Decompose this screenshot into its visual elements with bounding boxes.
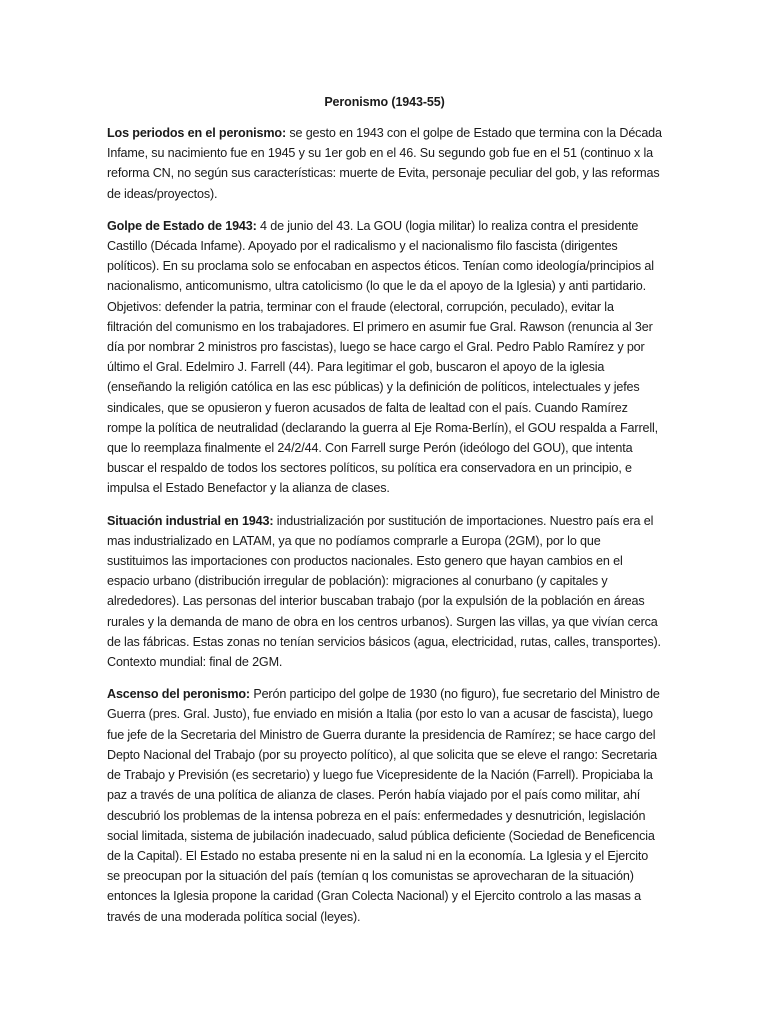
section-heading: Los periodos en el peronismo:	[107, 126, 286, 140]
document-title: Peronismo (1943-55)	[324, 95, 445, 109]
section-heading: Situación industrial en 1943:	[107, 513, 274, 528]
section-body: se gesto en 1943 con el golpe de Estado que termina con la Década Infame, su nacimiento fue en 1945 y su 1er gob en el 46. Su segundo gob fue en el 51 (continuo x la reforma CN, no según sus características: muerte de Evita, personaje peculiar del gob, y las reformas de ideas/proyectos).	[107, 126, 662, 201]
section-body: 4 de junio del 43. La GOU (logia militar) lo realiza contra el presidente Castillo (Década Infame). Apoyado por el radicalismo y el nacionalismo filo fascista (dirigentes políticos). En su proclama solo se enfocaban en aspectos éticos. Tenían como ideología/principios al nacionalismo, anticomunismo, ultra catolicismo (lo que le da el apoyo de la Iglesia) y anti partidario. Objetivos: defender la patria, terminar con el fraude (electoral, corrupción, peculado), evitar la filtración del comunismo en los trabajadores. El primero en asumir fue Gral. Rawson (renuncia al 3er día por nombrar 2 ministros pro fascistas), luego se hace cargo el Gral. Pedro Pablo Ramírez y por último el Gral. Edelmiro J. Farrell (44). Para legitimar el gob, buscaron el apoyo de la iglesia (enseñando la religión católica en las esc públicas) y la definición de políticos, intelectuales y jefes sindicales, que se opusieron y fueron acusados de falta de lealtad con el país. Cuando Ramírez rompe la política de neutralidad (declarando la guerra al Eje Roma-Berlín), el GOU respalda a Farrell, que lo reemplaza finalmente el 24/2/44. Con Farrell surge Perón (ideólogo del GOU), que intenta buscar el respaldo de todos los sectores políticos, su política era conservadora en un principio, e impulsa el Estado Benefactor y la alianza de clases.	[107, 218, 658, 496]
section-situacion-industrial	[107, 511, 662, 673]
section-golpe-1943	[107, 216, 662, 499]
section-body: Perón participo del golpe de 1930 (no figuro), fue secretario del Ministro de Guerra (pres. Gral. Justo), fue enviado en misión a Italia (por esto lo van a acusar de fascista), luego fue jefe de la Secretaria del Ministro de Guerra durante la presidencia de Ramírez; se hace cargo del Depto Nacional del Trabajo (por su proyecto político), al que solicita que se eleve el rango: Secretaria de Trabajo y Previsión (es secretario) y luego fue Vicepresidente de la Nación (Farrell). Propiciaba la paz a través de una política de alianza de clases. Perón había viajado por el país como militar, ahí descubrió los problemas de la intensa pobreza en el país: enfermedades y desnutrición, legislación social limitada, sistema de jubilación inadecuado, salud pública deficiente (Sociedad de Beneficencia de la Capital). El Estado no estaba presente ni en la salud ni en la economía. La Iglesia y el Ejercito se preocupan por la situación del país (temían q los comunistas se aprovecharan de la situación) entonces la Iglesia propone la caridad (Gran Colecta Nacional) y el Ejercito controlo a las masas a través de una moderada política social (leyes).	[107, 687, 660, 924]
section-body: industrialización por sustitución de importaciones. Nuestro país era el mas industrializado en LATAM, ya que no podíamos comprarle a Europa (2GM), por lo que sustituimos las importaciones con productos nacionales. Esto genero que hayan cambios en el espacio urbano (distribución irregular de población): migraciones al conurbano (y capitales y alrededores). Las personas del interior buscaban trabajo (por la expulsión de la población en áreas rurales y la demanda de mano de obra en los centros urbanos). Surgen las villas, ya que vivían cerca de las fábricas. Estas zonas no tenían servicios básicos (agua, electricidad, rutas, calles, transportes). Contexto mundial: final de 2GM.	[107, 513, 661, 670]
section-periodos	[107, 123, 662, 204]
section-ascenso-peronismo	[107, 684, 662, 926]
section-heading: Golpe de Estado de 1943:	[107, 218, 257, 233]
section-heading: Ascenso del peronismo:	[107, 687, 250, 702]
